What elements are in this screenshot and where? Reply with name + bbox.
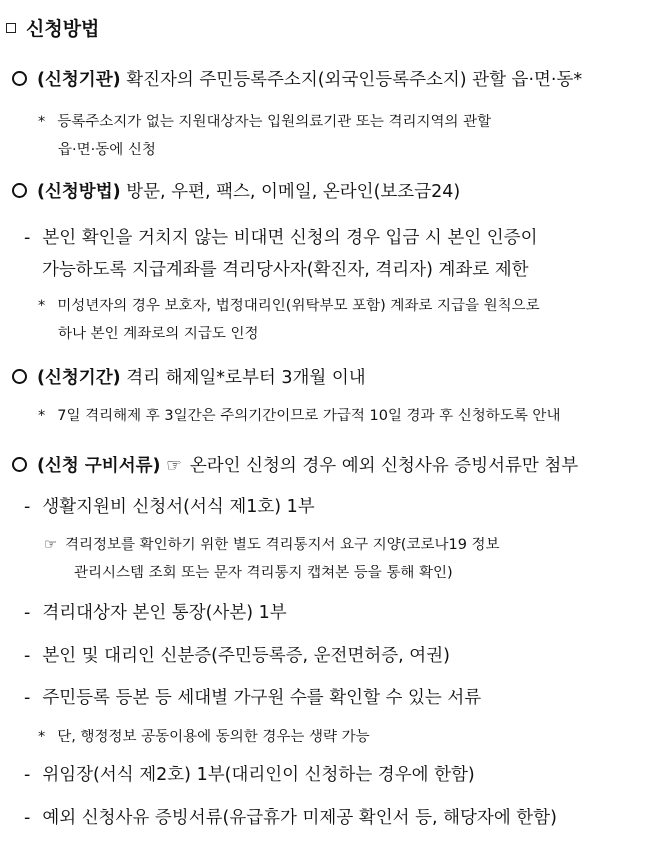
square-bullet-icon: [6, 23, 16, 33]
institution-text: 확진자의 주민등록주소지(외국인등록주소지) 관할 읍·면·동*: [126, 70, 583, 90]
period-item: [0, 368, 672, 389]
circle-bullet-icon: [12, 71, 27, 86]
institution-note: * 등록주소지가 없는 지원대상자는 입원의료기관 또는 격리지역의 관할: [38, 114, 492, 130]
documents-item4: - 주민등록 등본 등 세대별 가구원 수를 확인할 수 있는 서류: [24, 688, 482, 708]
documents-item1-text: 생활지원비 신청서(서식 제1호) 1부: [42, 497, 315, 517]
method-note: * 미성년자의 경우 보호자, 법정대리인(위탁부모 포함) 계좌로 지급을 원칙으로: [38, 298, 540, 314]
method-dash: - 본인 확인을 거치지 않는 비대면 신청의 경우 입금 시 본인 인증이: [24, 228, 538, 248]
documents-item1-note-line2: 관리시스템 조회 또는 문자 격리통지 캡쳐본 등을 통해 확인): [74, 565, 453, 581]
period-note: * 7일 격리해제 후 3일간은 주의기간이므로 가급적 10일 경과 후 신청하도록 안내: [38, 408, 561, 424]
documents-item1: - 생활지원비 신청서(서식 제1호) 1부: [24, 497, 315, 517]
documents-item5: - 위임장(서식 제2호) 1부(대리인이 신청하는 경우에 한함): [24, 765, 475, 785]
documents-text: 온라인 신청의 경우 예외 신청사유 증빙서류만 첨부: [189, 456, 579, 476]
method-note-cont: [0, 326, 672, 343]
circle-bullet-icon: [12, 457, 27, 472]
method-dash-line1: 본인 확인을 거치지 않는 비대면 신청의 경우 입금 시 본인 인증이: [42, 228, 538, 248]
documents-item6-text: 예외 신청사유 증빙서류(유급휴가 미제공 확인서 등, 해당자에 한함): [42, 808, 557, 828]
section-header: [0, 18, 672, 41]
institution-note-line1: 등록주소지가 없는 지원대상자는 입원의료기관 또는 격리지역의 관할: [57, 114, 492, 130]
documents-item3-text: 본인 및 대리인 신분증(주민등록증, 운전면허증, 여권): [42, 646, 450, 666]
institution-label: (신청기관): [37, 70, 121, 90]
documents-item2: - 격리대상자 본인 통장(사본) 1부: [24, 603, 287, 623]
documents-item1-note: [0, 537, 672, 554]
method-item: [0, 182, 672, 203]
documents-item1-note-cont: [0, 565, 672, 582]
circle-bullet-icon: [12, 183, 27, 198]
documents-item4-text: 주민등록 등본 등 세대별 가구원 수를 확인할 수 있는 서류: [42, 688, 482, 708]
period-label: (신청기간): [37, 368, 121, 388]
documents-label: (신청 구비서류): [37, 456, 161, 476]
documents-item4-note-text: 단, 행정정보 공동이용에 동의한 경우는 생략 가능: [57, 729, 370, 745]
documents-item5-text: 위임장(서식 제2호) 1부(대리인이 신청하는 경우에 한함): [42, 765, 475, 785]
documents-item6: - 예외 신청사유 증빙서류(유급휴가 미제공 확인서 등, 해당자에 한함): [24, 808, 557, 828]
method-dash-cont: [0, 260, 672, 281]
documents-item4-note: * 단, 행정정보 공동이용에 동의한 경우는 생략 가능: [38, 729, 370, 745]
method-note-line2: 하나 본인 계좌로의 지급도 인정: [58, 326, 259, 342]
pointing-hand-icon: ☞: [166, 456, 182, 476]
method-dash-line2: 가능하도록 지급계좌를 격리당사자(확진자, 격리자) 계좌로 제한: [42, 260, 529, 280]
method-text: 방문, 우편, 팩스, 이메일, 온라인(보조금24): [126, 182, 461, 202]
section-title: 신청방법: [26, 18, 100, 40]
documents-item1-note-line1: 격리정보를 확인하기 위한 별도 격리통지서 요구 지양(코로나19 정보: [65, 537, 500, 553]
documents-item3: - 본인 및 대리인 신분증(주민등록증, 운전면허증, 여권): [24, 646, 450, 666]
circle-bullet-icon: [12, 369, 27, 384]
institution-note-cont: [0, 142, 672, 159]
pointing-hand-icon: ☞: [44, 537, 57, 553]
period-text: 격리 해제일*로부터 3개월 이내: [126, 368, 366, 388]
institution-item: [0, 70, 672, 91]
institution-note-line2: 읍·면·동에 신청: [58, 142, 156, 158]
documents-item2-text: 격리대상자 본인 통장(사본) 1부: [42, 603, 287, 623]
method-note-line1: 미성년자의 경우 보호자, 법정대리인(위탁부모 포함) 계좌로 지급을 원칙으로: [57, 298, 540, 314]
method-label: (신청방법): [37, 182, 121, 202]
documents-item: [0, 456, 672, 477]
period-note-line1: 7일 격리해제 후 3일간은 주의기간이므로 가급적 10일 경과 후 신청하도록 안내: [57, 408, 561, 424]
